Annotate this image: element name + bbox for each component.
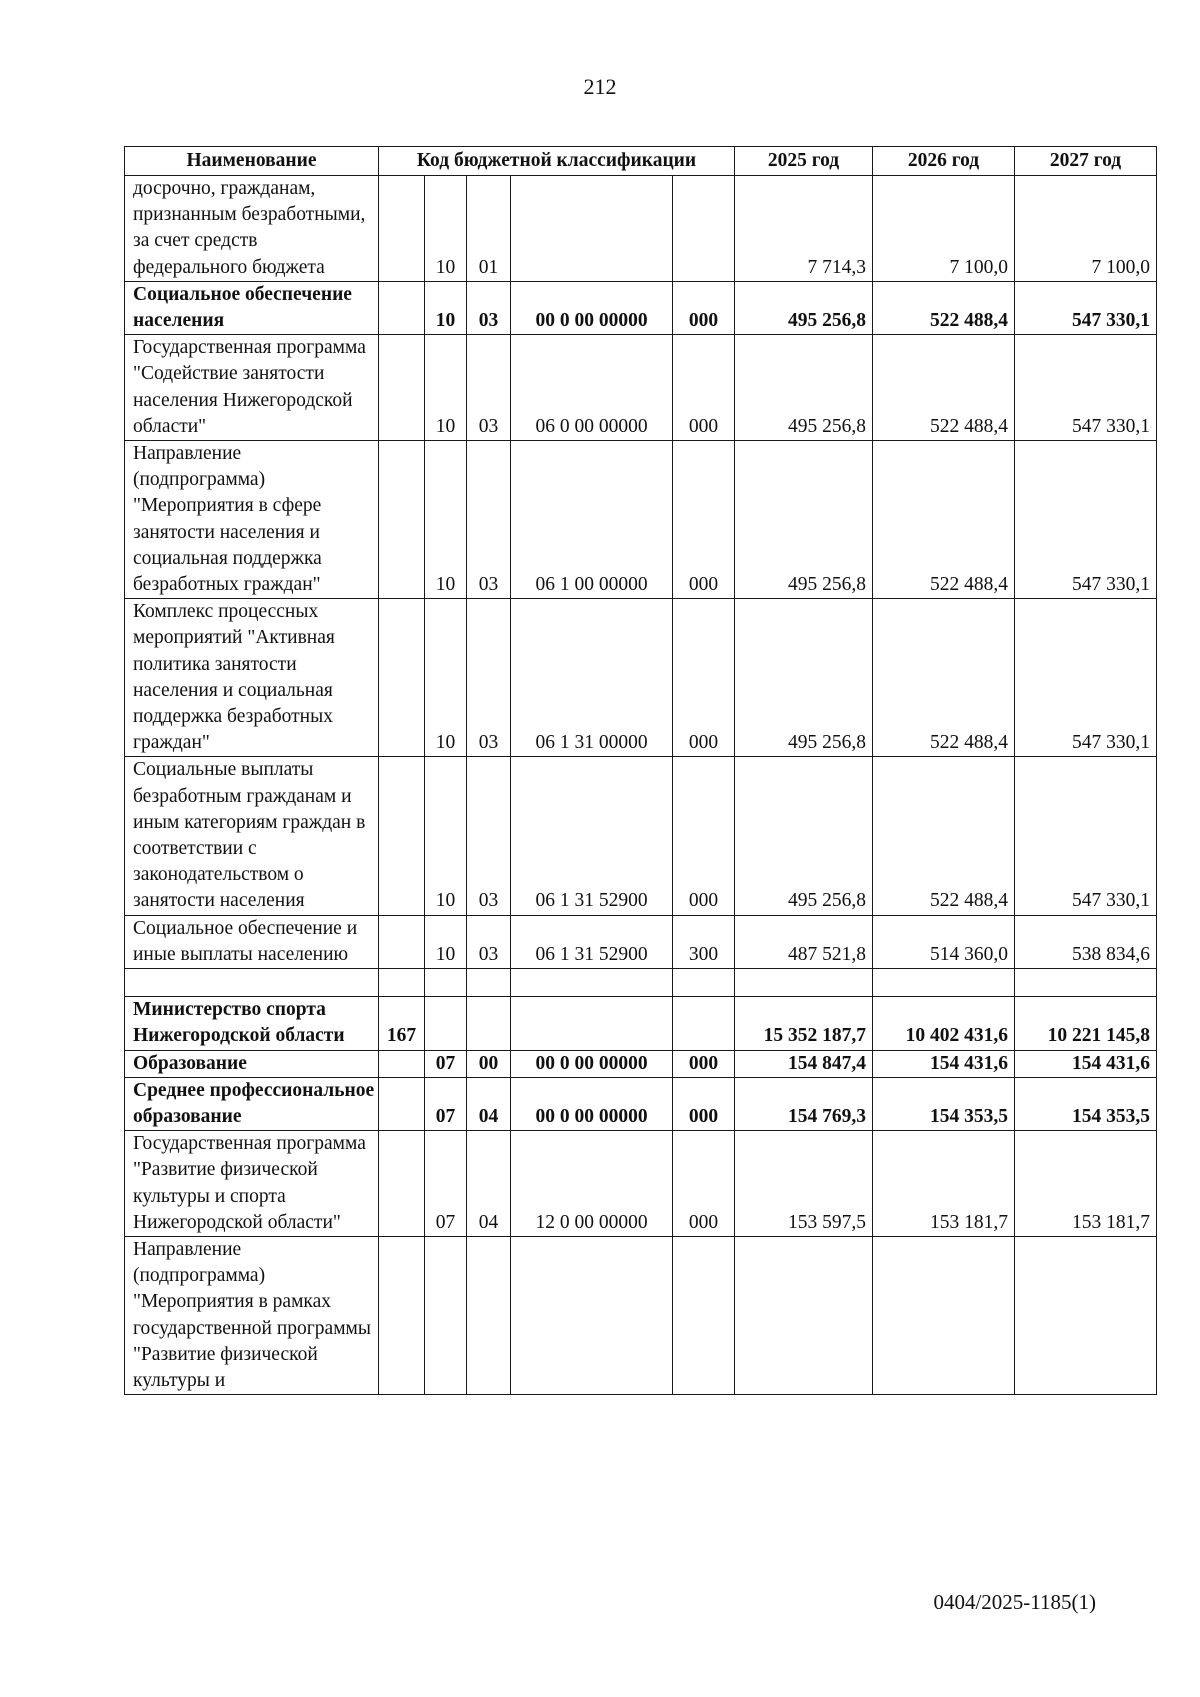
row-name: досрочно, гражданам, признанным безработными, за счет средств федерального бюджета	[125, 176, 379, 282]
row-2026: 10 402 431,6	[873, 997, 1015, 1050]
row-ved	[379, 281, 425, 334]
row-vr: 000	[673, 441, 735, 599]
table-row	[125, 1050, 1157, 1077]
row-pr: 03	[467, 915, 511, 968]
row-csr: 06 1 31 52900	[511, 915, 673, 968]
document-id: 0404/2025-1185(1)	[933, 1590, 1096, 1614]
row-pr: 01	[467, 176, 511, 282]
row-ved	[379, 599, 425, 757]
row-pr: 03	[467, 335, 511, 441]
row-rz: 07	[425, 1077, 467, 1130]
row-2025: 495 256,8	[735, 599, 873, 757]
row-2025: 487 521,8	[735, 915, 873, 968]
header-2026: 2026 год	[873, 147, 1015, 176]
row-rz: 10	[425, 441, 467, 599]
header-2027: 2027 год	[1015, 147, 1157, 176]
row-rz: 10	[425, 915, 467, 968]
row-ved	[379, 915, 425, 968]
table-header-row	[125, 147, 1157, 176]
row-csr	[511, 997, 673, 1050]
row-ved	[379, 335, 425, 441]
row-pr: 03	[467, 599, 511, 757]
row-pr: 00	[467, 1050, 511, 1077]
row-2025: 495 256,8	[735, 281, 873, 334]
row-name: Социальное обеспечение и иные выплаты населению	[125, 915, 379, 968]
row-ved	[379, 1131, 425, 1237]
row-rz: 10	[425, 176, 467, 282]
row-csr: 06 1 31 00000	[511, 599, 673, 757]
row-pr	[467, 997, 511, 1050]
row-2026: 522 488,4	[873, 757, 1015, 915]
row-2025: 495 256,8	[735, 441, 873, 599]
row-2027: 547 330,1	[1015, 599, 1157, 757]
row-2027: 7 100,0	[1015, 176, 1157, 282]
row-name: Государственная программа "Содействие занятости населения Нижегородской области"	[125, 335, 379, 441]
row-csr	[511, 176, 673, 282]
row-csr: 06 1 31 52900	[511, 757, 673, 915]
table-row	[125, 335, 1157, 441]
table-row	[125, 599, 1157, 757]
row-2026: 522 488,4	[873, 335, 1015, 441]
row-csr: 06 1 00 00000	[511, 441, 673, 599]
row-2026: 154 431,6	[873, 1050, 1015, 1077]
row-2027: 154 353,5	[1015, 1077, 1157, 1130]
row-pr: 04	[467, 1131, 511, 1237]
header-2025: 2025 год	[735, 147, 873, 176]
row-2025: 495 256,8	[735, 757, 873, 915]
table-row	[125, 281, 1157, 334]
row-2025: 154 847,4	[735, 1050, 873, 1077]
row-2026	[873, 969, 1015, 997]
row-vr: 000	[673, 1050, 735, 1077]
row-rz: 10	[425, 599, 467, 757]
row-pr: 03	[467, 441, 511, 599]
table-row	[125, 176, 1157, 282]
row-vr	[673, 1236, 735, 1394]
table-row	[125, 915, 1157, 968]
page-number: 212	[583, 74, 617, 99]
row-csr	[511, 1236, 673, 1394]
row-vr: 000	[673, 1131, 735, 1237]
row-2027: 547 330,1	[1015, 441, 1157, 599]
row-vr: 000	[673, 1077, 735, 1130]
row-ved	[379, 1077, 425, 1130]
row-ved	[379, 757, 425, 915]
row-rz	[425, 1236, 467, 1394]
row-vr: 000	[673, 281, 735, 334]
row-rz	[425, 969, 467, 997]
row-name: Комплекс процессных мероприятий "Активная политика занятости населения и социальная поддержка безработных граждан"	[125, 599, 379, 757]
row-csr: 06 0 00 00000	[511, 335, 673, 441]
row-vr: 000	[673, 335, 735, 441]
row-ved	[379, 1050, 425, 1077]
row-name: Направление (подпрограмма) "Мероприятия в рамках государственной программы "Развитие физической культуры и	[125, 1236, 379, 1394]
row-csr: 00 0 00 00000	[511, 281, 673, 334]
row-2026	[873, 1236, 1015, 1394]
row-rz: 10	[425, 757, 467, 915]
row-2027: 153 181,7	[1015, 1131, 1157, 1237]
row-pr: 04	[467, 1077, 511, 1130]
row-2026: 514 360,0	[873, 915, 1015, 968]
row-rz: 07	[425, 1050, 467, 1077]
table-row	[125, 1236, 1157, 1394]
row-2027	[1015, 1236, 1157, 1394]
row-2025	[735, 969, 873, 997]
row-2025: 154 769,3	[735, 1077, 873, 1130]
table-row	[125, 1077, 1157, 1130]
row-2027: 547 330,1	[1015, 335, 1157, 441]
table-row	[125, 997, 1157, 1050]
row-name: Социальное обеспечение населения	[125, 281, 379, 334]
row-vr	[673, 969, 735, 997]
row-2027: 10 221 145,8	[1015, 997, 1157, 1050]
row-pr	[467, 969, 511, 997]
table-row	[125, 441, 1157, 599]
row-2027: 538 834,6	[1015, 915, 1157, 968]
row-name: Образование	[125, 1050, 379, 1077]
row-vr	[673, 176, 735, 282]
row-csr: 00 0 00 00000	[511, 1077, 673, 1130]
row-vr: 000	[673, 757, 735, 915]
row-ved	[379, 176, 425, 282]
row-ved	[379, 969, 425, 997]
row-csr: 12 0 00 00000	[511, 1131, 673, 1237]
row-pr: 03	[467, 757, 511, 915]
row-2026: 7 100,0	[873, 176, 1015, 282]
row-rz: 07	[425, 1131, 467, 1237]
row-rz: 10	[425, 335, 467, 441]
row-2026: 522 488,4	[873, 599, 1015, 757]
header-name: Наименование	[125, 147, 379, 176]
row-vr	[673, 997, 735, 1050]
row-2025: 15 352 187,7	[735, 997, 873, 1050]
table-row	[125, 757, 1157, 915]
row-2027	[1015, 969, 1157, 997]
row-rz: 10	[425, 281, 467, 334]
row-csr	[511, 969, 673, 997]
row-ved	[379, 1236, 425, 1394]
row-name: Среднее профессиональное образование	[125, 1077, 379, 1130]
row-csr: 00 0 00 00000	[511, 1050, 673, 1077]
row-2026: 154 353,5	[873, 1077, 1015, 1130]
row-2026: 522 488,4	[873, 441, 1015, 599]
row-2026: 153 181,7	[873, 1131, 1015, 1237]
header-code: Код бюджетной классификации	[379, 147, 735, 176]
row-ved: 167	[379, 997, 425, 1050]
row-2025: 153 597,5	[735, 1131, 873, 1237]
row-vr: 300	[673, 915, 735, 968]
budget-table	[124, 146, 1157, 1395]
row-rz	[425, 997, 467, 1050]
row-2025	[735, 1236, 873, 1394]
row-pr	[467, 1236, 511, 1394]
row-name: Государственная программа "Развитие физической культуры и спорта Нижегородской области"	[125, 1131, 379, 1237]
table-row-empty	[125, 969, 1157, 997]
row-vr: 000	[673, 599, 735, 757]
row-ved	[379, 441, 425, 599]
row-2025: 7 714,3	[735, 176, 873, 282]
row-2027: 547 330,1	[1015, 757, 1157, 915]
row-pr: 03	[467, 281, 511, 334]
row-2027: 154 431,6	[1015, 1050, 1157, 1077]
table-row	[125, 1131, 1157, 1237]
row-2025: 495 256,8	[735, 335, 873, 441]
row-name: Министерство спорта Нижегородской области	[125, 997, 379, 1050]
row-name: Направление (подпрограмма) "Мероприятия в сфере занятости населения и социальная поддержка безработных граждан"	[125, 441, 379, 599]
row-name	[125, 969, 379, 997]
row-2026: 522 488,4	[873, 281, 1015, 334]
row-name: Социальные выплаты безработным гражданам и иным категориям граждан в соответствии с законодательством о занятости населения	[125, 757, 379, 915]
row-2027: 547 330,1	[1015, 281, 1157, 334]
